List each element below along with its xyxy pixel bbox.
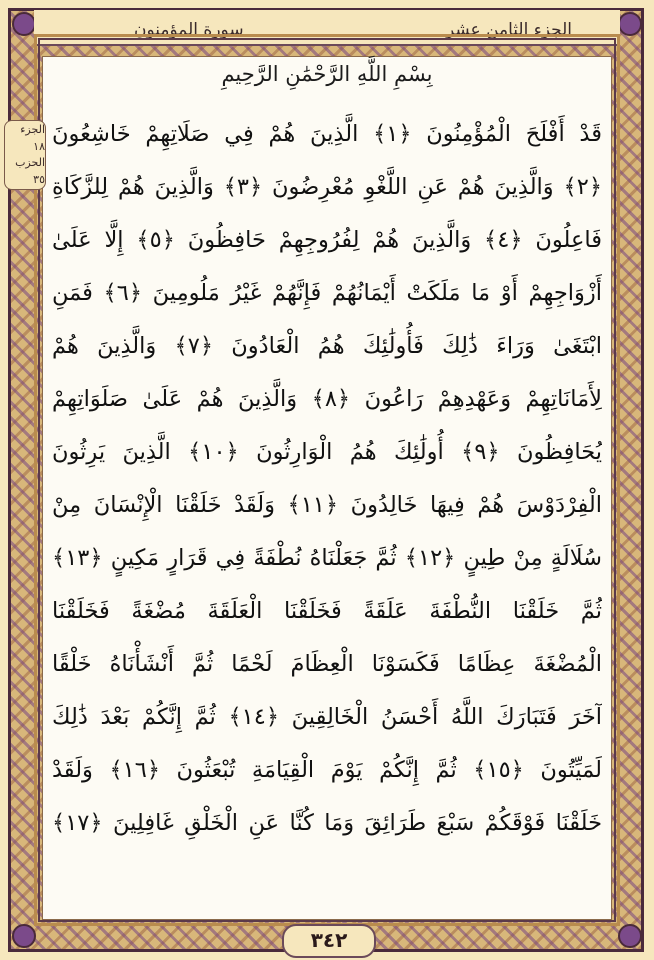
verse-line: لِأَمَانَاتِهِمْ وَعَهْدِهِمْ رَاعُونَ ﴿٨﴾ وَالَّذِينَ هُمْ عَلَىٰ صَلَوَاتِهِمْ — [52, 386, 602, 412]
verse-line: ثُمَّ خَلَقْنَا النُّطْفَةَ عَلَقَةً فَخَلَقْنَا الْعَلَقَةَ مُضْغَةً فَخَلَقْنَا — [52, 598, 602, 624]
corner-ornament-icon — [12, 924, 36, 948]
verse-line: ﴿٢﴾ وَالَّذِينَ هُمْ عَنِ اللَّغْوِ مُعْرِضُونَ ﴿٣﴾ وَالَّذِينَ هُمْ لِلزَّكَاةِ — [52, 174, 602, 200]
verse-line: يُحَافِظُونَ ﴿٩﴾ أُولَٰئِكَ هُمُ الْوَارِثُونَ ﴿١٠﴾ الَّذِينَ يَرِثُونَ — [52, 439, 602, 465]
verse-line: ابْتَغَىٰ وَرَاءَ ذَٰلِكَ فَأُولَٰئِكَ هُمُ الْعَادُونَ ﴿٧﴾ وَالَّذِينَ هُمْ — [52, 333, 602, 359]
verse-line: قَدْ أَفْلَحَ الْمُؤْمِنُونَ ﴿١﴾ الَّذِينَ هُمْ فِي صَلَاتِهِمْ خَاشِعُونَ — [52, 121, 602, 147]
verse-lines — [52, 108, 602, 850]
bismillah: بِسْمِ اللَّهِ الرَّحْمَٰنِ الرَّحِيمِ — [221, 62, 433, 86]
verse-line: فَاعِلُونَ ﴿٤﴾ وَالَّذِينَ هُمْ لِفُرُوجِهِمْ حَافِظُونَ ﴿٥﴾ إِلَّا عَلَىٰ — [52, 227, 602, 253]
juz-label: الجزء ١٨ — [20, 123, 45, 153]
verse-line: أَزْوَاجِهِمْ أَوْ مَا مَلَكَتْ أَيْمَانُهُمْ فَإِنَّهُمْ غَيْرُ مَلُومِينَ ﴿٦﴾ فَمَنِ — [52, 280, 602, 306]
surah-title: سورة المؤمنون — [134, 20, 244, 40]
corner-ornament-icon — [12, 12, 36, 36]
hizb-label: الحزب ٣٥ — [15, 156, 45, 186]
verse-line: الْفِرْدَوْسَ هُمْ فِيهَا خَالِدُونَ ﴿١١﴾ وَلَقَدْ خَلَقْنَا الْإِنْسَانَ مِنْ — [52, 492, 602, 518]
juz-hizb-marker — [4, 120, 46, 190]
corner-ornament-icon — [618, 924, 642, 948]
page-number: ٣٤٢ — [282, 924, 376, 958]
verse-line: آخَرَ فَتَبَارَكَ اللَّهُ أَحْسَنُ الْخَالِقِينَ ﴿١٤﴾ ثُمَّ إِنَّكُمْ بَعْدَ ذَٰلِكَ — [52, 704, 602, 730]
verse-line: خَلَقْنَا فَوْقَكُمْ سَبْعَ طَرَائِقَ وَمَا كُنَّا عَنِ الْخَلْقِ غَافِلِينَ ﴿١٧﴾ — [52, 810, 602, 836]
verse-line: لَمَيِّتُونَ ﴿١٥﴾ ثُمَّ إِنَّكُمْ يَوْمَ الْقِيَامَةِ تُبْعَثُونَ ﴿١٦﴾ وَلَقَدْ — [52, 757, 602, 783]
verse-line: سُلَالَةٍ مِنْ طِينٍ ﴿١٢﴾ ثُمَّ جَعَلْنَاهُ نُطْفَةً فِي قَرَارٍ مَكِينٍ ﴿١٣﴾ — [52, 545, 602, 571]
verse-line: الْمُضْغَةَ عِظَامًا فَكَسَوْنَا الْعِظَامَ لَحْمًا ثُمَّ أَنْشَأْنَاهُ خَلْقًا — [52, 651, 602, 677]
juz-title: الجزء الثامن عشر — [445, 20, 572, 40]
corner-ornament-icon — [618, 12, 642, 36]
